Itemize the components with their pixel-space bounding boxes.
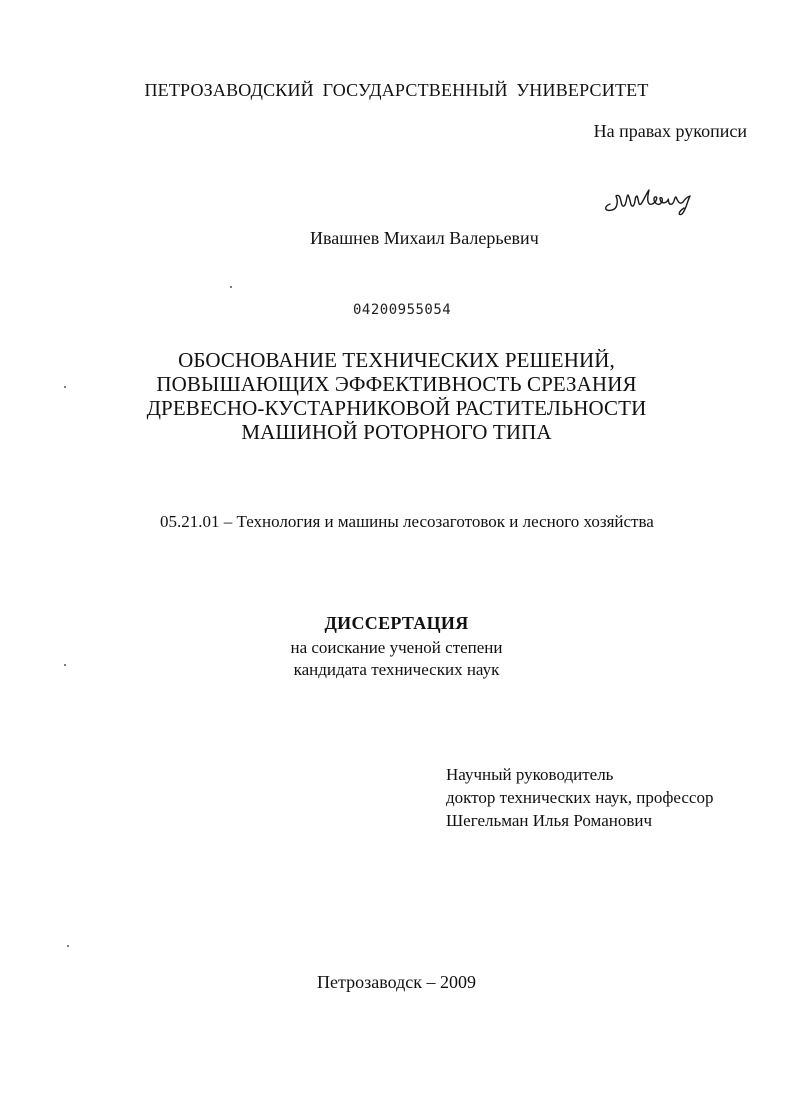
place-and-year: Петрозаводск – 2009 — [317, 972, 476, 992]
university-name: ПЕТРОЗАВОДСКИЙ ГОСУДАРСТВЕННЫЙ УНИВЕРСИТЕТ — [144, 80, 649, 100]
scan-speck — [64, 664, 66, 666]
thesis-title-line: ПОВЫШАЮЩИХ ЭФФЕКТИВНОСТЬ СРЕЗАНИЯ — [156, 372, 637, 396]
author-name: Ивашнев Михаил Валерьевич — [310, 228, 539, 248]
document-type-heading: ДИССЕРТАЦИЯ — [324, 613, 469, 633]
scan-speck — [64, 386, 66, 388]
thesis-title-line: ДРЕВЕСНО-КУСТАРНИКОВОЙ РАСТИТЕЛЬНОСТИ — [146, 396, 647, 420]
author-signature — [600, 182, 700, 218]
registration-stamp-number: 04200955054 — [353, 302, 452, 318]
thesis-title — [0, 348, 793, 444]
thesis-title-line: ОБОСНОВАНИЕ ТЕХНИЧЕСКИХ РЕШЕНИЙ, — [178, 348, 615, 372]
supervisor-role: Научный руководитель — [446, 765, 614, 784]
rights-note: На правах рукописи — [593, 121, 747, 141]
thesis-title-line: МАШИНОЙ РОТОРНОГО ТИПА — [241, 420, 552, 444]
supervisor-degree: доктор технических наук, профессор — [446, 788, 714, 807]
specialty-code: 05.21.01 – Технология и машины лесозаготовок и лесного хозяйства — [160, 512, 654, 531]
supervisor-name: Шегельман Илья Романович — [446, 811, 653, 830]
degree-description — [0, 637, 793, 681]
degree-line: на соискание ученой степени — [290, 638, 503, 657]
supervisor-block — [446, 763, 713, 832]
degree-line: кандидата технических наук — [293, 660, 500, 679]
scan-speck — [230, 286, 232, 288]
scan-speck — [67, 945, 69, 947]
